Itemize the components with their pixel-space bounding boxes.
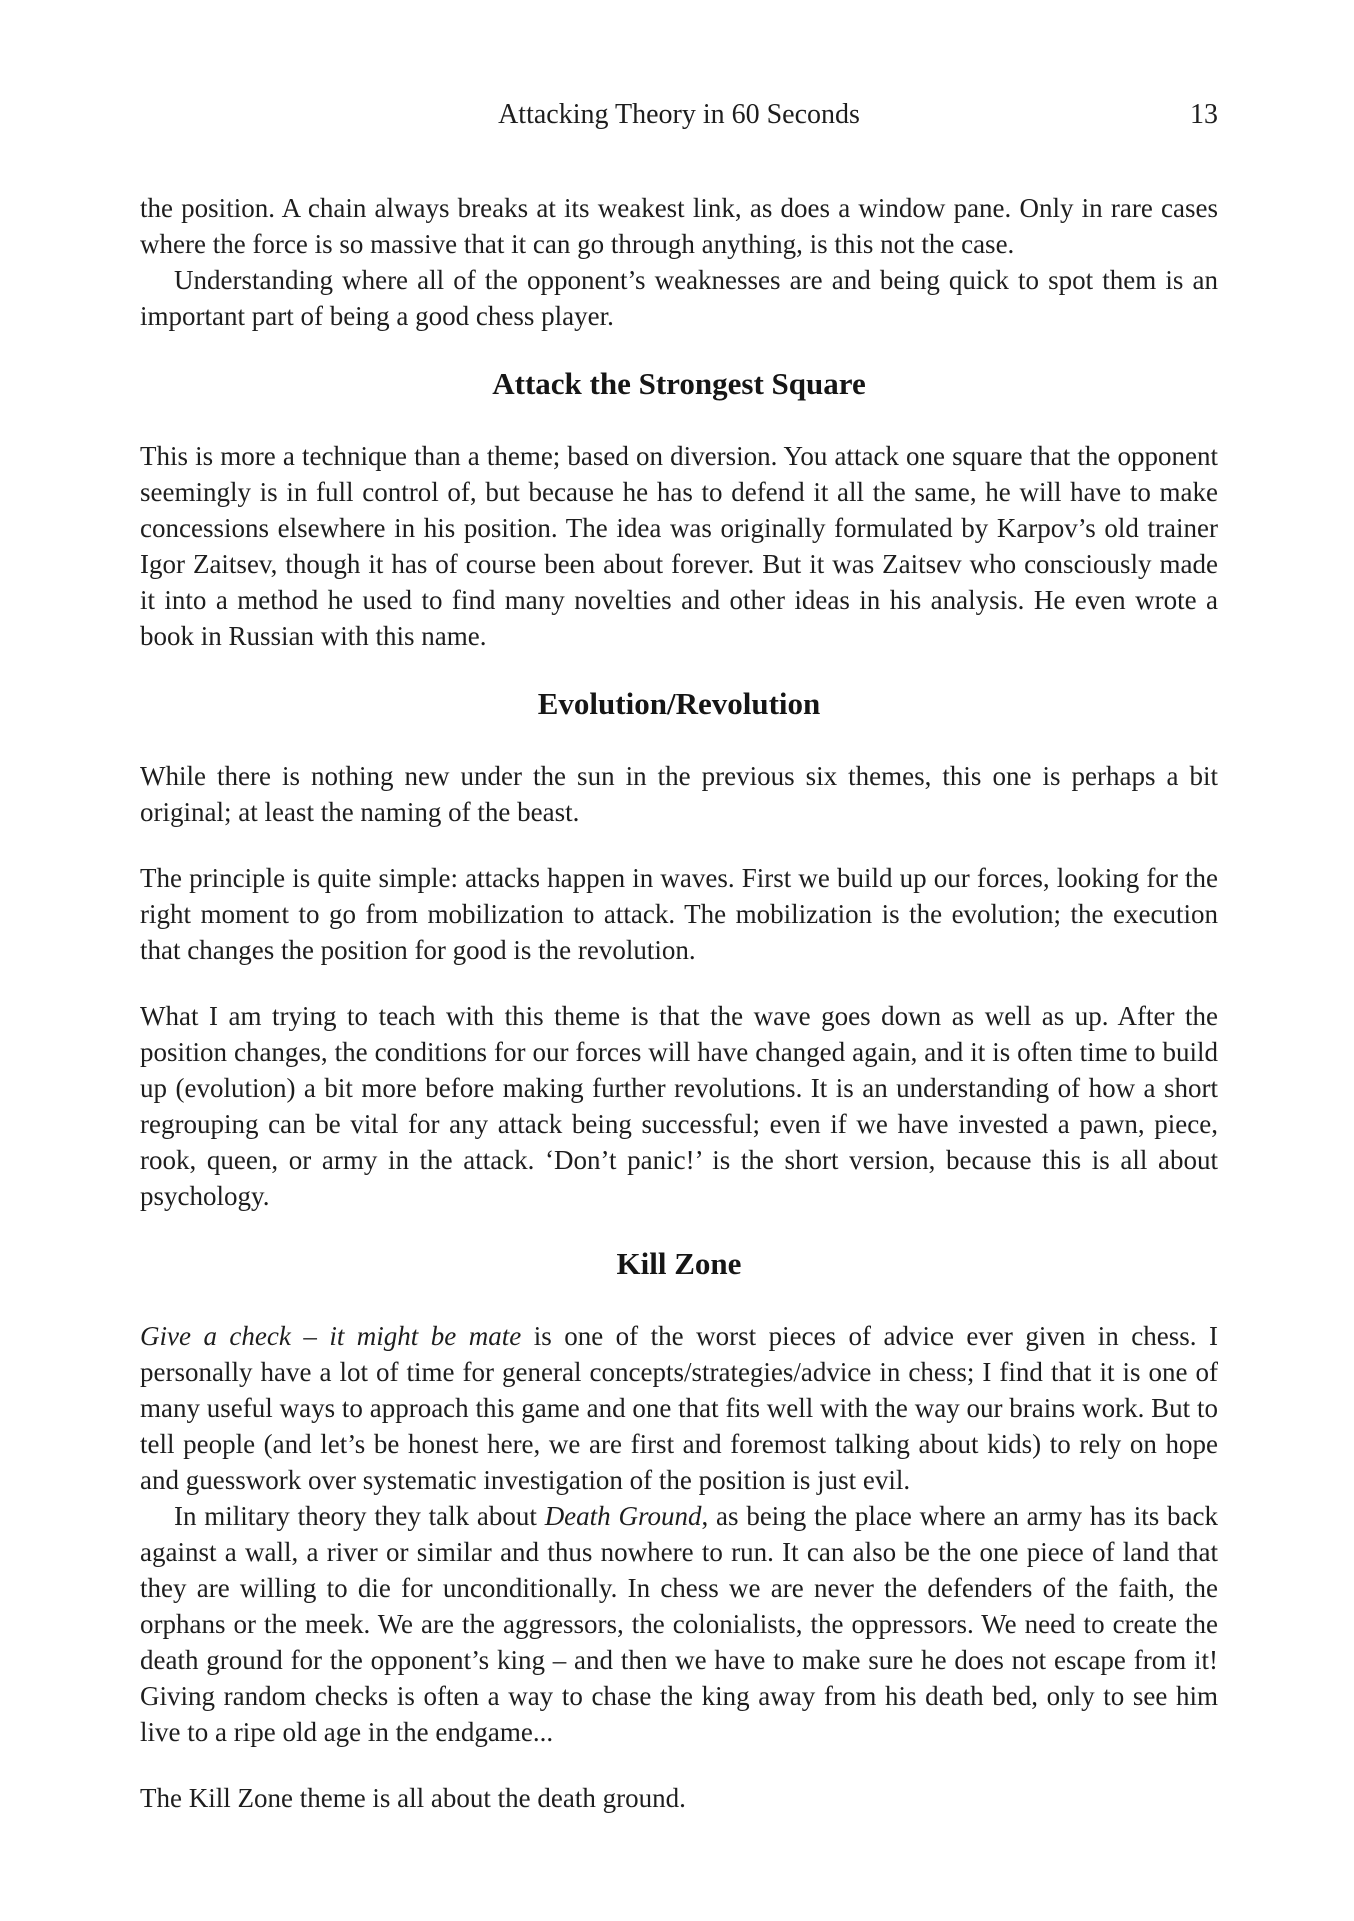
paragraph-military-theory-rest: , as being the place where an army has its back against a wall, a river or similar and thus nowhere to run. It can also be the one piece of land that they are willing to die for unconditionally. In chess we are never the defenders of the faith, the orphans or the meek. We are the aggressors, the colonialists, the oppressors. We need to create the death ground for the opponent’s king – and then we have to make sure he does not escape from it! Giving random checks is often a way to chase the king away from his death bed, only to see him live to a ripe old age in the endgame... — [140, 1501, 1218, 1747]
paragraph-wave-goes-down: What I am trying to teach with this theme is that the wave goes down as well as up. After the position changes, the conditions for our forces will have changed again, and it is often time to build up (evolution) a bit more before making further revolutions. It is an understanding of how a short regrouping can be vital for any attack being successful; even if we have invested a pawn, piece, rook, queen, or army in the attack. ‘Don’t panic!’ is the short version, because this is all about psychology. — [140, 1001, 1218, 1211]
paragraph-understanding-weaknesses: Understanding where all of the opponent’s weaknesses are and being quick to spot them is an important part of being a good chess player. — [140, 265, 1218, 331]
paragraph-attacks-happen-in-waves: The principle is quite simple: attacks happen in waves. First we build up our forces, looking for the right moment to go from mobilization to attack. The mobilization is the evolution; the execution that changes the position for good is the revolution. — [140, 863, 1218, 965]
paragraph-weakest-link-continuation: the position. A chain always breaks at its weakest link, as does a window pane. Only in rare cases where the force is so massive that it can go through anything, is this not the case. — [140, 193, 1218, 259]
running-head-title: Attacking Theory in 60 Seconds — [498, 99, 860, 130]
section-heading-kill-zone: Kill Zone — [616, 1246, 742, 1281]
paragraph-nothing-new-under-sun: While there is nothing new under the sun in the previous six themes, this one is perhaps a bit original; at least the naming of the beast. — [140, 761, 1218, 827]
running-head — [140, 96, 1218, 134]
section-heading-evolution-revolution: Evolution/Revolution — [537, 686, 821, 721]
page-number: 13 — [1190, 99, 1218, 130]
paragraph-give-a-check-rest: is one of the worst pieces of advice ever given in chess. I personally have a lot of time for general concepts/strategies/advice in chess; I find that it is one of many useful ways to approach this game and one that fits well with the way our brains work. But to tell people (and let’s be honest here, we are first and foremost talking about kids) to rely on hope and guesswork over systematic investigation of the position is just evil. — [140, 1321, 1218, 1495]
italic-death-ground-term: Death Ground — [544, 1501, 702, 1531]
paragraph-technique-diversion: This is more a technique than a theme; based on diversion. You attack one square that the opponent seemingly is in full control of, but because he has to defend it all the same, he will have to make concessions elsewhere in his position. The idea was originally formulated by Karpov’s old trainer Igor Zaitsev, though it has of course been about forever. But it was Zaitsev who consciously made it into a method he used to find many novelties and other ideas in his analysis. He even wrote a book in Russian with this name. — [140, 441, 1218, 651]
paragraph-military-theory-death-ground — [140, 1498, 1218, 1750]
paragraph-kill-zone-summary: The Kill Zone theme is all about the death ground. — [140, 1783, 686, 1813]
paragraph-give-a-check — [140, 1318, 1218, 1498]
italic-give-a-check-quote: Give a check – it might be mate — [140, 1321, 522, 1351]
section-heading-attack-the-strongest-square: Attack the Strongest Square — [492, 366, 866, 401]
paragraph-military-theory-lead: In military theory they talk about — [174, 1501, 545, 1531]
